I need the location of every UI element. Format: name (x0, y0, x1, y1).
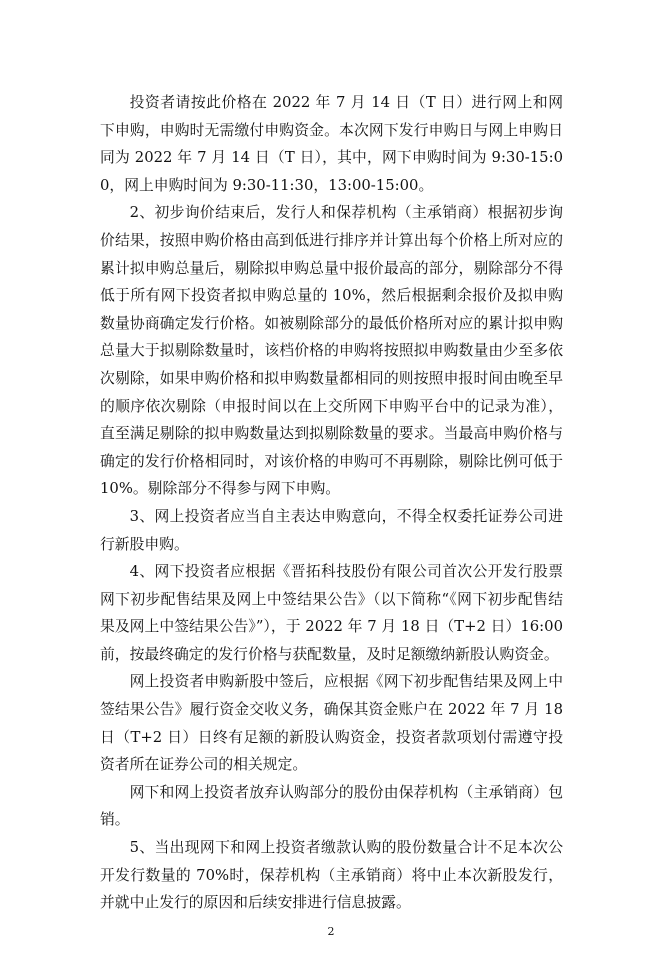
paragraph-subscription-time: 投资者请按此价格在 2022 年 7 月 14 日（T 日）进行网上和网下申购，申购时无需缴付申购资金。本次网下发行申购日与网上申购日同为 2022 年 7 月 14 日（T 日），其中，网下申购时间为 9:30-15:00，网上申购时间为 9:30-11:30，13:00-15:00。 (100, 94, 563, 194)
page-number: 2 (327, 924, 335, 938)
paragraph-online-payment: 网上投资者申购新股中签后，应根据《网下初步配售结果及网上中签结果公告》履行资金交收义务，确保其资金账户在 2022 年 7 月 18 日（T+2 日）日终有足额的新股认购资金，投资者款项划付需遵守投资者所在证券公司的相关规定。 (100, 673, 563, 774)
paragraph-item-4: 4、网下投资者应根据《晋拓科技股份有限公司首次公开发行股票网下初步配售结果及网上中签结果公告》（以下简称“《网下初步配售结果及网上中签结果公告》”），于 2022 年 7 月 18 日（T+2 日）16:00 前，按最终确定的发行价格与获配数量，及时足额缴纳新股认购资金。 (100, 563, 563, 663)
document-body (100, 89, 563, 917)
paragraph-underwriting: 网下和网上投资者放弃认购部分的股份由保荐机构（主承销商）包销。 (100, 783, 563, 829)
paragraph-item-5: 5、当出现网下和网上投资者缴款认购的股份数量合计不足本次公开发行数量的 70%时，保荐机构（主承销商）将中止本次新股发行，并就中止发行的原因和后续安排进行信息披露。 (100, 839, 563, 912)
paragraph-item-2: 2、初步询价结束后，发行人和保荐机构（主承销商）根据初步询价结果，按照申购价格由高到低进行排序并计算出每个价格上所对应的累计拟申购总量后，剔除拟申购总量中报价最高的部分，剔除部分不得低于所有网下投资者拟申购总量的 10%，然后根据剩余报价及拟申购数量协商确定发行价格。如被剔除部分的最低价格所对应的累计拟申购总量大于拟剔除数量时，该档价格的申购将按照拟申购数量由少至多依次剔除，如果申购价格和拟申购数量都相同的则按照申报时间由晚至早的顺序依次剔除（申报时间以在上交所网下申购平台中的记录为准），直至满足剔除的拟申购数量达到拟剔除数量的要求。当最高申购价格与确定的发行价格相同时，对该价格的申购可不再剔除，剔除比例可低于 10%。剔除部分不得参与网下申购。 (100, 204, 563, 498)
paragraph-item-3: 3、网上投资者应当自主表达申购意向，不得全权委托证券公司进行新股申购。 (100, 507, 563, 553)
